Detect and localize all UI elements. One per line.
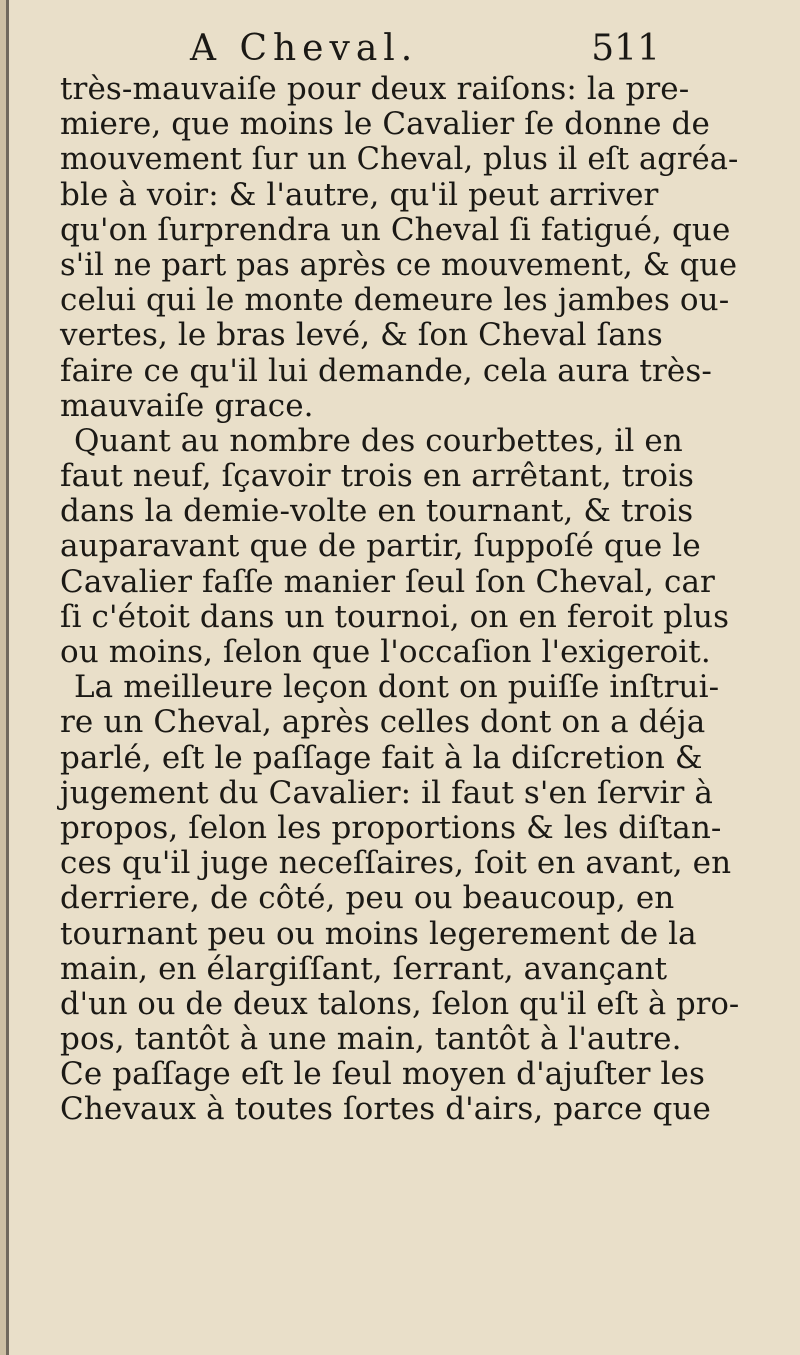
text-line: miere, que moins le Cavalier ſe donne de [60,106,710,143]
text-line: Ce paſſage eſt le ſeul moyen d'ajuſter les [60,1056,705,1093]
text-line: Chevaux à toutes ſortes d'airs, parce que [60,1091,711,1128]
text-line: parlé, eſt le paſſage fait à la diſcretion & [60,739,703,776]
text-line: pos, tantôt à une main, tantôt à l'autre. [60,1021,682,1058]
text-line: ou moins, ſelon que l'occaſion l'exigeroit. [60,634,711,670]
text-line: Cavalier faſſe manier ſeul ſon Cheval, car [60,563,715,600]
text-line: re un Cheval, après celles dont on a déja [60,704,706,741]
text-line: ble à voir: & l'autre, qu'il peut arriver [60,176,659,213]
text-line: très-mauvaiſe pour deux raiſons: la pre- [60,71,690,107]
text-line: vertes, le bras levé, & ſon Cheval ſans [60,317,663,354]
text-line: propos, ſelon les proportions & les diſtan- [60,809,722,846]
text-line: faire ce qu'il lui demande, cela aura très- [60,352,712,389]
text-line: d'un ou de deux talons, ſelon qu'il eſt à pro- [60,986,740,1022]
paragraph-start-line: La meilleure leçon dont on puiſſe inſtrui- [74,669,720,706]
text-line: tournant peu ou moins legerement de la [60,915,697,952]
paragraph-start-line: Quant au nombre des courbettes, il en [74,422,683,459]
binding-edge [6,0,9,1355]
text-line: dans la demie-volte en tournant, & trois [60,493,694,530]
text-line: main, en élargiſſant, ſerrant, avançant [60,950,668,987]
text-line: celui qui le monte demeure les jambes ou- [60,282,730,319]
text-line: s'il ne part pas après ce mouvement, & que [60,247,738,283]
text-line: qu'on ſurprendra un Cheval ſi fatigué, que [60,211,731,248]
page-header [190,26,660,72]
page-number: 511 [591,28,660,69]
text-line: derriere, de côté, peu ou beaucoup, en [60,880,675,917]
text-line: auparavant que de partir, ſuppoſé que le [60,528,701,565]
body-text [60,72,740,1128]
running-title: A Cheval. [190,28,419,69]
text-line: jugement du Cavalier: il faut s'en ſervir à [60,774,713,811]
text-line: mouvement ſur un Cheval, plus il eſt agréa- [60,142,739,178]
text-line: ſi c'étoit dans un tournoi, on en feroit plus [60,598,730,635]
text-line: mauvaiſe grace. [60,387,314,424]
text-line: ces qu'il juge neceſſaires, ſoit en avant, en [60,845,732,882]
text-line: faut neuf, ſçavoir trois en arrêtant, trois [60,458,695,495]
